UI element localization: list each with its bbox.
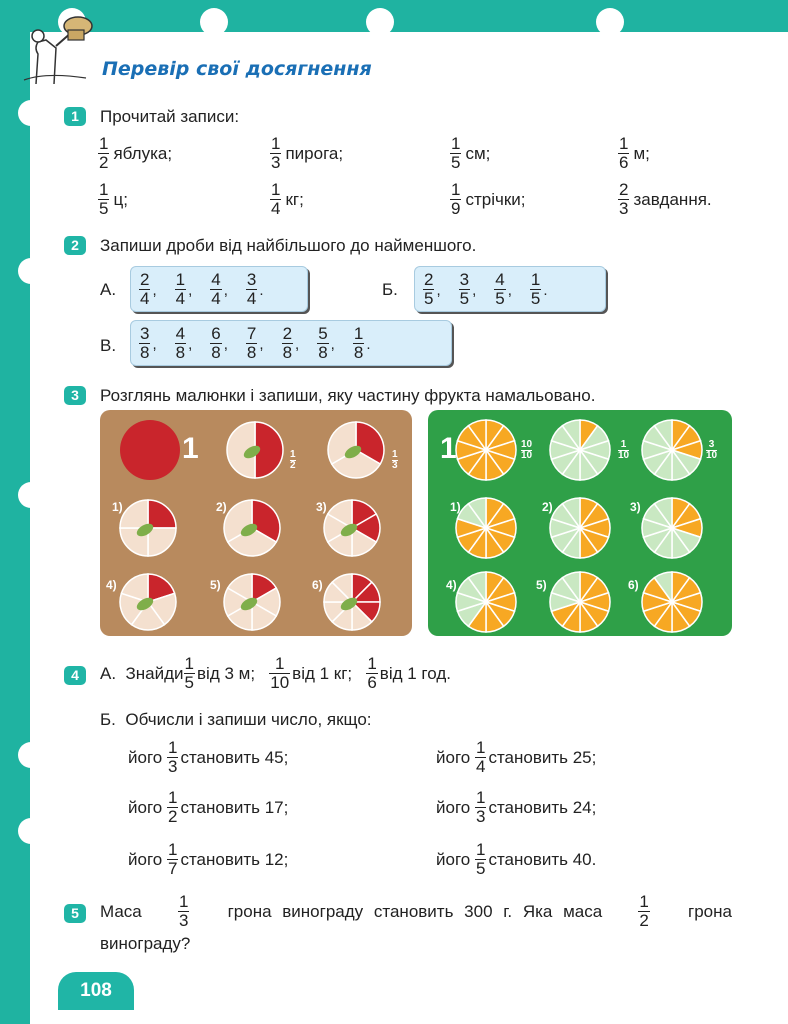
picture-label: 5) <box>536 578 547 592</box>
binder-ring <box>596 8 624 36</box>
binder-hole <box>18 482 44 508</box>
page-number: 108 <box>58 972 134 1010</box>
task4a-line: А. Знайди $\frac{1}{5}$ від 3 м; $\frac{1}{10}$ від 1 кг; $\frac{1}{6}$ від 1 год. <box>100 654 451 692</box>
fraction: $\frac{5}{8}$ <box>318 323 328 362</box>
task5-line1: Маса $\frac{1}{3}$ грона винограду становить 300 г. Яка маса $\frac{1}{2}$ грона <box>100 892 732 930</box>
picture-label: 6) <box>628 578 639 592</box>
apple-pictures <box>100 410 412 636</box>
task1-item: $\frac{1}{5}$ ц; <box>99 180 128 218</box>
picture-label: 4) <box>106 578 117 592</box>
task4b-item: його $\frac{1}{3}$ становить 45; <box>128 738 289 776</box>
binder-ring <box>200 8 228 36</box>
fraction: $\frac{3}{5}$ <box>459 269 470 308</box>
binder-hole <box>18 742 44 768</box>
pushpin-figure-icon <box>16 14 96 91</box>
orange-frac-label: $\frac{1}{10}$ <box>618 439 630 461</box>
binder-hole <box>18 100 44 126</box>
group-label: Б. <box>382 280 398 299</box>
picture-label: 3) <box>630 500 641 514</box>
apple-third-label: $\frac{1}{3}$ <box>392 449 398 471</box>
binder-ring <box>366 8 394 36</box>
task1-prompt: Прочитай записи: <box>100 107 240 126</box>
task5-line2: винограду? <box>100 934 191 953</box>
picture-label: 2) <box>216 500 227 514</box>
fraction: $\frac{4}{8}$ <box>175 323 186 362</box>
fraction-box: $\frac{3}{8}$ , $\frac{4}{8}$ , $\frac{6}{8}$ , $\frac{7}{8}$ , $\frac{2}{8}$ , $\frac{5}{8}$ , $\frac{1}{8}$ . <box>130 320 452 366</box>
group-label: А. <box>100 280 117 299</box>
binder-hole <box>18 258 44 284</box>
orange-whole-label: 1 <box>440 432 457 465</box>
apple-whole-label: 1 <box>182 432 199 465</box>
fraction: $\frac{1}{8}$ <box>353 323 364 362</box>
fraction: $\frac{4}{4}$ <box>211 269 221 308</box>
fraction: $\frac{2}{4}$ <box>140 269 150 308</box>
section-title: Перевір свої досягнення <box>102 58 372 80</box>
apple-half-label: $\frac{1}{2}$ <box>290 449 296 471</box>
group-label: В. <box>100 336 117 355</box>
task4b-prompt: Б. Обчисли і запиши число, якщо: <box>100 710 372 729</box>
task4b-item: його $\frac{1}{4}$ становить 25; <box>436 738 597 776</box>
picture-label: 1) <box>450 500 461 514</box>
fraction-box: $\frac{2}{4}$ , $\frac{1}{4}$ , $\frac{4}{4}$ , $\frac{3}{4}$ . <box>130 266 308 312</box>
task1-item: $\frac{1}{6}$ м; <box>619 134 650 172</box>
task-number-badge: 5 <box>64 904 86 923</box>
fraction: $\frac{3}{8}$ <box>140 323 150 362</box>
binder-top-bar <box>0 0 788 32</box>
picture-label: 4) <box>446 578 457 592</box>
task1-item: $\frac{1}{5}$ см; <box>451 134 491 172</box>
task1-item: $\frac{2}{3}$ завдання. <box>619 180 712 218</box>
fraction: $\frac{1}{4}$ <box>175 269 186 308</box>
task1-item: $\frac{1}{4}$ кг; <box>271 180 304 218</box>
orange-frac-label: $\frac{10}{10}$ <box>521 439 533 461</box>
fraction: $\frac{3}{4}$ <box>246 269 257 308</box>
binder-hole <box>18 818 44 844</box>
orange-panel <box>428 410 732 636</box>
task-number-badge: 2 <box>64 236 86 255</box>
fraction: $\frac{4}{5}$ <box>495 269 505 308</box>
fraction: $\frac{1}{5}$ <box>530 269 541 308</box>
picture-label: 3) <box>316 500 327 514</box>
fraction: $\frac{2}{8}$ <box>282 323 293 362</box>
task4b-item: його $\frac{1}{7}$ становить 12; <box>128 840 289 878</box>
picture-label: 5) <box>210 578 221 592</box>
task3-prompt: Розглянь малюнки і запиши, яку частину фрукта намальовано. <box>100 386 596 405</box>
fraction: $\frac{2}{5}$ <box>424 269 434 308</box>
apple-part-slice <box>148 528 176 556</box>
task4b-item: його $\frac{1}{5}$ становить 40. <box>436 840 597 878</box>
apple-panel <box>100 410 412 636</box>
fraction: $\frac{7}{8}$ <box>246 323 257 362</box>
task2-prompt: Запиши дроби від найбільшого до найменшого. <box>100 236 477 255</box>
task-number-badge: 3 <box>64 386 86 405</box>
apple-part-slice <box>148 500 176 528</box>
fraction-box: $\frac{2}{5}$ , $\frac{3}{5}$ , $\frac{4}{5}$ , $\frac{1}{5}$ . <box>414 266 606 312</box>
apple-part-slice <box>120 500 148 528</box>
fraction: $\frac{6}{8}$ <box>211 323 221 362</box>
picture-label: 2) <box>542 500 553 514</box>
task4b-item: його $\frac{1}{3}$ становить 24; <box>436 788 597 826</box>
orange-pictures <box>428 410 732 636</box>
picture-label: 6) <box>312 578 323 592</box>
orange-frac-label: $\frac{3}{10}$ <box>706 439 718 461</box>
picture-label: 1) <box>112 500 123 514</box>
task1-item: $\frac{1}{9}$ стрічки; <box>451 180 526 218</box>
task1-item: $\frac{1}{2}$ яблука; <box>99 134 173 172</box>
task1-item: $\frac{1}{3}$ пирога; <box>271 134 344 172</box>
task-number-badge: 1 <box>64 107 86 126</box>
task4b-item: його $\frac{1}{2}$ становить 17; <box>128 788 289 826</box>
whole-apple-icon <box>120 420 180 480</box>
task-number-badge: 4 <box>64 666 86 685</box>
